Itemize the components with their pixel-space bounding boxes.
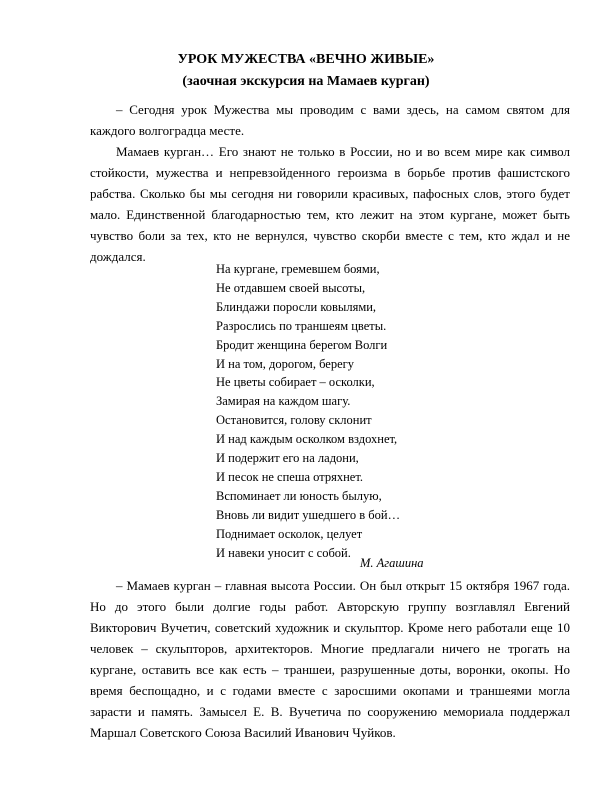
poem-line: Блиндажи поросли ковылями, [216, 299, 377, 314]
poem-author: М. Агашина [360, 556, 424, 570]
poem-line: Остановится, голову склонит [216, 413, 372, 428]
poem-line: Бродит женщина берегом Волги [216, 337, 388, 352]
poem [216, 260, 400, 563]
intro-paragraph: – Сегодня урок Мужества мы проводим с вами здесь, на самом святом для каждого волгоградца месте. [90, 102, 570, 138]
poem-line: И над каждым осколком вздохнет, [216, 432, 398, 447]
poem-line: Не цветы собирает – осколки, [216, 375, 375, 390]
poem-line: Разрослись по траншеям цветы. [216, 318, 387, 333]
poem-line: И песок не спеша отряхнет. [216, 469, 363, 484]
poem-line: Вновь ли видит ушедшего в бой… [216, 507, 401, 522]
poem-line: Вспоминает ли юность былую, [216, 488, 382, 503]
closing-paragraph: – Мамаев курган – главная высота России. Он был открыт 15 октября 1967 года. Но до этого были долгие годы работ. Авторскую группу возглавлял Евгений Викторович Вучетич, советский художник и скульптор. Кроме него работали еще 10 человек – скульпторов, архитекторов. Многие предлагали ничего не трогать на кургане, оставить все как есть – траншеи, разрушенные доты, воронки, окопы. Но время беспощадно, и с годами вместе с заросшими окопами и траншеями могла зарасти и память. Замысел Е. В. Вучетича по сооружению мемориала поддержал Маршал Советского Союза Василий Иванович Чуйков. [90, 578, 570, 740]
document-title: УРОК МУЖЕСТВА «ВЕЧНО ЖИВЫЕ» [177, 52, 435, 67]
document-subtitle: (заочная экскурсия на Мамаев курган) [182, 74, 430, 89]
poem-line: И на том, дорогом, берегу [216, 356, 355, 371]
poem-line: Поднимает осколок, целует [216, 526, 363, 541]
poem-line: На кургане, гремевшем боями, [216, 262, 380, 276]
poem-line: Не отдавшем своей высоты, [216, 280, 366, 295]
poem-line: И подержит его на ладони, [216, 451, 359, 466]
poem-line: Замирая на каждом шагу. [216, 394, 351, 409]
mamaev-kurgan-paragraph: Мамаев курган… Его знают не только в России, но и во всем мире как символ стойкости, мужества и непревзойденного героизма в борьбе против фашистского рабства. Сколько бы мы сегодня ни говорили красивых, пафосных слов, этого будет мало. Единственной благодарностью тем, кто лежит на этом кургане, может быть чувство боли за тех, кто не вернулся, чувство скорби вместе с тем, кто ждал и не дождался. [90, 144, 570, 264]
poem-line: И навеки уносит с собой. [216, 545, 351, 560]
